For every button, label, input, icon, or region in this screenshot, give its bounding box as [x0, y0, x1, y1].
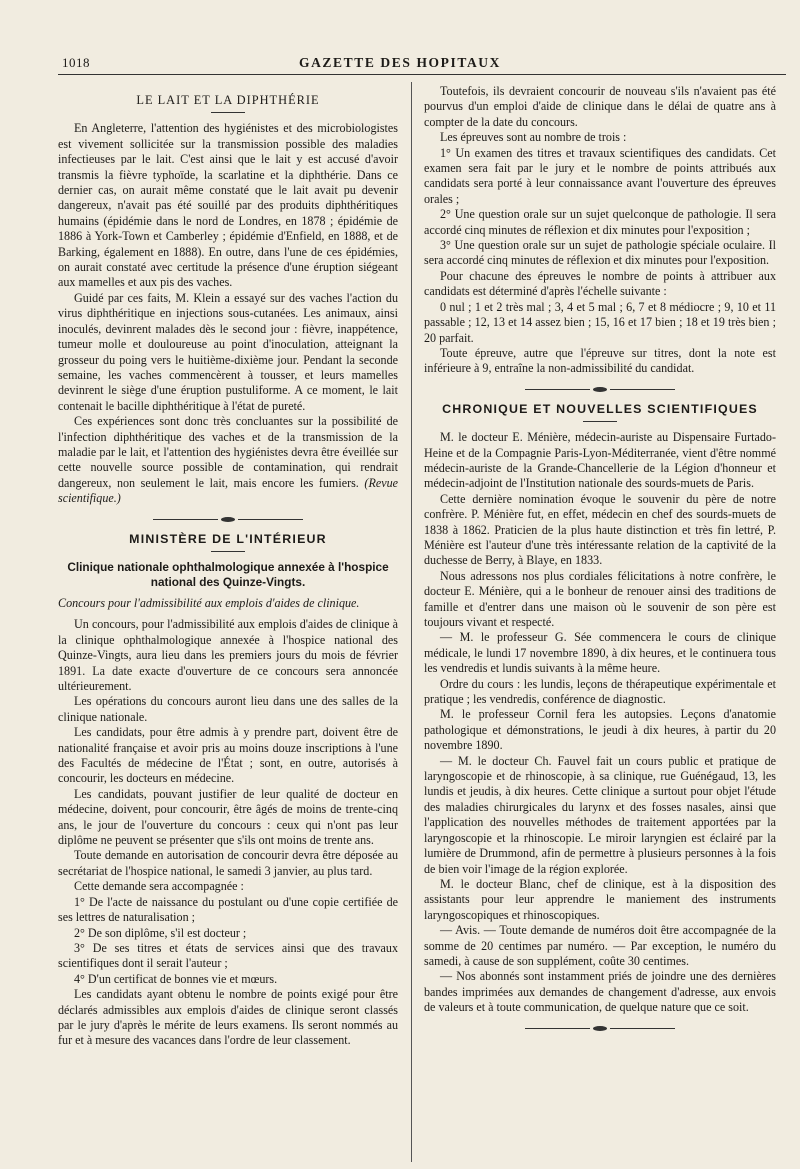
chronicle-paragraph-8: M. le docteur Blanc, chef de clinique, est à la disposition des assistants pour leur apprendre le maniement des instruments laryngoscopiques et rhinoscopiques.: [424, 876, 776, 922]
title-rule: [211, 551, 245, 552]
requirement-item-3: 3° De ses titres et états de services ainsi que des travaux scientifiques dont il serait l'auteur ;: [58, 940, 398, 971]
page-number: 1018: [62, 55, 90, 70]
end-ornament: [525, 1026, 675, 1031]
continued-paragraph-5: Toute épreuve, autre que l'épreuve sur titres, dont la note est inférieure à 9, entraîne la non-admissibilité du candidat.: [424, 345, 776, 376]
section-ornament: [525, 387, 675, 392]
ministry-paragraph-3: Les candidats, pour être admis à y prendre part, doivent être de nationalité française et avoir pris au moins douze inscriptions à l'une des Facultés de médecine de l'État ; sont, en outre, autorisés à concourir, les docteurs en médecine.: [58, 725, 398, 786]
continued-paragraph-3: Pour chacune des épreuves le nombre de points à attribuer aux candidats est déterminé d'après l'échelle suivante :: [424, 268, 776, 299]
ministry-paragraph-7: Les candidats ayant obtenu le nombre de points exigé pour être déclarés admissibles aux emplois d'aides de clinique seront classés par le jury d'après le mérite de leurs examens. Ils seront nommés au fur et à mesure des vacances dans l'ordre de leur classement.: [58, 987, 398, 1048]
ministry-title: MINISTÈRE DE L'INTÉRIEUR: [129, 531, 327, 546]
epreuve-item-1: 1° Un examen des titres et travaux scientifiques des candidats. Cet examen sera fait par le jury et le nombre de points attribués aux candidats sera porté à leur connaissance avant l'ouverture des épreuves orales ;: [424, 145, 776, 206]
epreuve-item-3: 3° Une question orale sur un sujet de pathologie spéciale oculaire. Il sera accordé cinq minutes de réflexion et dix minutes pour l'exposition.: [424, 238, 776, 268]
source-citation: (Revue scientifique.): [58, 475, 398, 506]
requirement-item-1: 1° De l'acte de naissance du postulant ou d'une copie certifiée de ses lettres de naturalisation ;: [58, 894, 398, 925]
journal-title: GAZETTE DES HOPITAUX: [298, 55, 502, 70]
milk-article-title: LE LAIT ET LA DIPHTHÉRIE: [136, 93, 320, 107]
continued-paragraph-2: Les épreuves sont au nombre de trois :: [440, 130, 627, 145]
chronicle-paragraph-6: M. le professeur Cornil fera les autopsies. Leçons d'anatomie pathologique et démonstrations, le jeudi à dix heures, à partir du 20 novembre 1890.: [424, 707, 776, 753]
chronicle-paragraph-7: — M. le docteur Ch. Fauvel fait un cours public et pratique de laryngoscopie et de rhinoscopie, à sa clinique, rue Guénégaud, 13, les lundis et jeudis, à dix heures. Cette clinique a surtout pour objet l'étude des maladies chirurgicales du larynx et des fosses nasales, ainsi que l'application des nouvelles méthodes de traitement apportées par la laryngoscopie et la rhinoscopie. Le miroir laryngien est éclairé par la lumière de Drummond, afin de permettre à plusieurs personnes à la fois de bien voir l'image de la région explorée.: [424, 753, 776, 876]
chronicle-paragraph-3: Nous adressons nos plus cordiales félicitations à notre confrère, le docteur E. Ménière, qui a le bonheur de renouer ainsi des traditions de famille et d'entrer dans une maison où le souvenir de son père est toujours vivant et respecté.: [424, 568, 776, 629]
column-divider: [411, 82, 412, 1162]
ministry-paragraph-6: Cette demande sera accompagnée :: [74, 879, 244, 894]
chronicle-paragraph-4: — M. le professeur G. Sée commencera le cours de clinique médicale, le lundi 17 novembre 1890, à dix heures, et le continuera tous les vendredis et lundis suivants à la même heure.: [424, 630, 776, 676]
milk-paragraph-3-text: Ces expériences sont donc très concluantes sur la possibilité de l'infection diphthéritique des vaches et de la transmission de la maladie par le lait, et l'attention des hygiénistes devra être éveillée sur cette nouvelle source possible de contamination, qui rendrait dangereux, non seulement le lait, mais encore les fumiers.: [58, 414, 398, 490]
chronicle-paragraph-2: Cette dernière nomination évoque le souvenir du père de notre confrère. P. Ménière fut, en effet, médecin en chef des sourds-muets de 1838 à 1862. Praticien de la plus haute distinction et très fin lettré, P. Ménière est l'auteur d'une très intéressante relation de la captivité de la duchesse de Berry, à Blaye, en 1833.: [424, 491, 776, 568]
chronicle-paragraph-9: — Avis. — Toute demande de numéros doit être accompagnée de la somme de 20 centimes par numéro. — Par exception, le numéro du samedi, à cause de son supplément, coûte 30 centimes.: [424, 923, 776, 968]
requirement-item-4: 4° D'un certificat de bonnes vie et mœurs.: [74, 971, 278, 986]
concours-intro: Concours pour l'admissibilité aux emplois d'aides de clinique.: [58, 595, 360, 610]
clinic-title: Clinique nationale ophthalmologique annexée à l'hospice national des Quinze-Vingts.: [67, 559, 389, 589]
epreuve-item-2: 2° Une question orale sur un sujet quelconque de pathologie. Il sera accordé cinq minutes de réflexion et dix minutes pour l'exposition ;: [424, 207, 776, 237]
ministry-paragraph-1: Un concours, pour l'admissibilité aux emplois d'aides de clinique à la clinique ophthalmologique annexée à l'hospice national des Quinze-Vingts, aura lieu dans les premiers jours du mois de février 1891. La date exacte d'ouverture de ce concours sera annoncée ultérieurement.: [58, 617, 398, 693]
milk-paragraph-3: [58, 414, 398, 506]
milk-paragraph-1: En Angleterre, l'attention des hygiénistes et des microbiologistes est vivement sollicitée sur la transmission possible des maladies infectieuses par le lait. C'est ainsi que le lait y est accusé d'avoir transmis la fièvre typhoïde, la scarlatine et la diphthérie. Dans ce dernier cas, on aurait même constaté que le lait avait pu devenir dangereux, n'avait pas été souillé par des produits diphthéritiques humains (épidémie dans le nord de Londres, en 1878 ; épidémie de 1886 à York-Town et Camberley ; épidémie d'Enfield, en 1888, et de Barking, également en 1888). En outre, dans l'une de ces épidémies, on aurait constaté avec certitude la présence d'une éruption siégeant aux mamelles et aux pis des vaches.: [58, 121, 398, 290]
title-rule: [583, 421, 617, 422]
chronicle-paragraph-1: M. le docteur E. Ménière, médecin-auriste au Dispensaire Furtado-Heine et de la Compagnie Paris-Lyon-Méditerranée, vient d'être nommé médecin-auriste de la Grande-Chancellerie de la Légion d'honneur et médecin-adjoint de l'Institution nationale des sourds-muets de Paris.: [424, 430, 776, 491]
right-column: [424, 84, 776, 1164]
chronicle-title: CHRONIQUE ET NOUVELLES SCIENTIFIQUES: [442, 401, 758, 416]
ministry-paragraph-4: Les candidats, pouvant justifier de leur qualité de docteur en médecine, doivent, pour concourir, être âgés de moins de trente-cinq ans, le jour de l'ouverture du concours : ceux qui n'ont pas leur diplôme ne peuvent se présenter que s'ils ont moins de trente ans.: [58, 786, 398, 848]
section-ornament: [153, 517, 303, 522]
header-rule: [58, 74, 786, 75]
ministry-paragraph-2: Les opérations du concours auront lieu dans une des salles de la clinique nationale.: [58, 694, 398, 724]
requirement-item-2: 2° De son diplôme, s'il est docteur ;: [74, 925, 247, 940]
grading-scale: 0 nul ; 1 et 2 très mal ; 3, 4 et 5 mal ; 6, 7 et 8 médiocre ; 9, 10 et 11 passable ; 12, 13 et 14 assez bien ; 15, 16 et 17 bien ; 18 et 19 très bien ; 20 parfait.: [424, 299, 776, 345]
ministry-paragraph-5: Toute demande en autorisation de concourir devra être déposée au secrétariat de l'hospice national, le samedi 3 janvier, au plus tard.: [58, 848, 398, 878]
milk-paragraph-2: Guidé par ces faits, M. Klein a essayé sur des vaches l'action du virus diphthéritique en injections sous-cutanées. Les animaux, ainsi inoculés, devinrent malades dès le second jour : fièvre, inappétence, tumeur molle et douloureuse au point d'inoculation, atteignant la grosseur du poing vers le huitième-dixième jour. Pendant la seconde semaine, les vaches commencèrent à tousser, et leurs mamelles devinrent le siège d'une éruption pustuliforme. A ce moment, le lait contenait le bacille diphthéritique à l'état de pureté.: [58, 290, 398, 413]
chronicle-paragraph-10: — Nos abonnés sont instamment priés de joindre une des dernières bandes imprimées aux demandes de changement d'adresse, aux envois de valeurs et à toute communication, de quelque nature que ce soit.: [424, 969, 776, 1015]
continued-paragraph-1: Toutefois, ils devraient concourir de nouveau s'ils n'avaient pas été pourvus d'un emploi d'aide de clinique dans le délai de quatre ans à compter de la date du concours.: [424, 84, 776, 129]
chronicle-paragraph-5: Ordre du cours : les lundis, leçons de thérapeutique expérimentale et pratique ; les vendredis, conférence de diagnostic.: [424, 676, 776, 707]
title-rule: [211, 112, 245, 113]
left-column: [58, 84, 398, 1164]
